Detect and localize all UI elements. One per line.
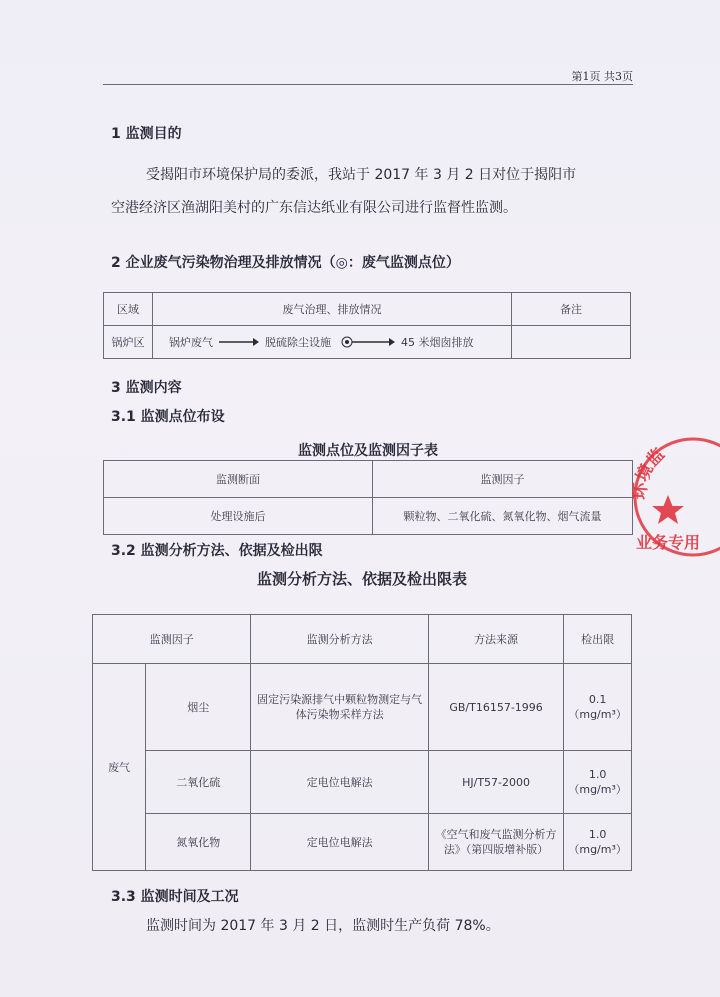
table-cell-category: 废气 [93,664,146,871]
table-header-cell: 监测因子 [93,615,251,664]
table-cell-factor: 二氧化硫 [146,751,251,814]
table-cell-factor: 烟尘 [146,664,251,751]
table-cell-source: HJ/T57-2000 [428,751,563,814]
table-caption-monitoring-points: 监测点位及监测因子表 [298,443,438,459]
table-cell-method: 固定污染源排气中颗粒物测定与气体污染物采样方法 [251,664,428,751]
table-header-cell: 备注 [512,293,631,326]
section-3-2-title: 3.2 监测分析方法、依据及检出限 [111,543,323,559]
table-cell-method: 定电位电解法 [251,751,428,814]
stamp-text-top: 环境监 [630,444,669,501]
page-number: 第1页 共3页 [571,70,633,83]
table-caption-methods: 监测分析方法、依据及检出限表 [256,570,467,588]
section-3-3-paragraph: 监测时间为 2017 年 3 月 2 日，监测时生产负荷 78%。 [146,918,500,934]
section-3-1-title: 3.1 监测点位布设 [111,409,225,425]
table-cell: 颗粒物、二氧化硫、氮氧化物、烟气流量 [373,498,633,535]
methods-table [92,614,632,871]
table-row [104,326,631,359]
table-header-row [104,461,633,498]
section-2-title: 2 企业废气污染物治理及排放情况（◎：废气监测点位） [111,255,460,271]
monitoring-point-arrow-icon [337,336,395,348]
section-3-3-title: 3.3 监测时间及工况 [111,889,239,905]
monitoring-points-table [103,460,633,535]
section-1-title: 1 监测目的 [111,126,182,142]
table-cell-source: GB/T16157-1996 [428,664,563,751]
table-cell-limit: 1.0（mg/m³） [564,751,632,814]
table-cell-factor: 氮氧化物 [146,814,251,871]
header-divider [103,84,633,85]
table-cell-note [512,326,631,359]
table-header-cell: 监测断面 [104,461,373,498]
table-cell-source: 《空气和废气监测分析方法》（第四版增补版） [428,814,563,871]
table-header-cell: 监测因子 [373,461,633,498]
table-cell: 处理设施后 [104,498,373,535]
emission-table [103,292,631,359]
table-header-cell: 方法来源 [428,615,563,664]
emission-flow-cell [153,326,512,359]
table-cell-method: 定电位电解法 [251,814,428,871]
table-cell-area: 锅炉区 [104,326,153,359]
table-cell-limit: 0.1（mg/m³） [564,664,632,751]
table-header-row [93,615,632,664]
table-header-cell: 检出限 [564,615,632,664]
table-header-cell: 废气治理、排放情况 [153,293,512,326]
section-1-paragraph-line-2: 空港经济区渔湖阳美村的广东信达纸业有限公司进行监督性监测。 [111,200,517,216]
flow-step-treatment: 脱硫除尘设施 [265,336,331,349]
arrow-right-icon [219,337,259,347]
flow-step-boiler: 锅炉废气 [169,336,213,349]
table-row [104,498,633,535]
table-row [93,751,632,814]
table-row [93,814,632,871]
table-header-row [104,293,631,326]
table-row [93,664,632,751]
table-header-cell: 区域 [104,293,153,326]
section-3-title: 3 监测内容 [111,380,182,396]
stamp-text-bottom: 业务专用 [636,533,701,552]
table-cell-limit: 1.0（mg/m³） [564,814,632,871]
table-header-cell: 监测分析方法 [251,615,428,664]
flow-step-chimney: 45 米烟囱排放 [401,336,474,349]
section-1-paragraph-line-1: 受揭阳市环境保护局的委派，我站于 2017 年 3 月 2 日对位于揭阳市 [146,167,577,183]
